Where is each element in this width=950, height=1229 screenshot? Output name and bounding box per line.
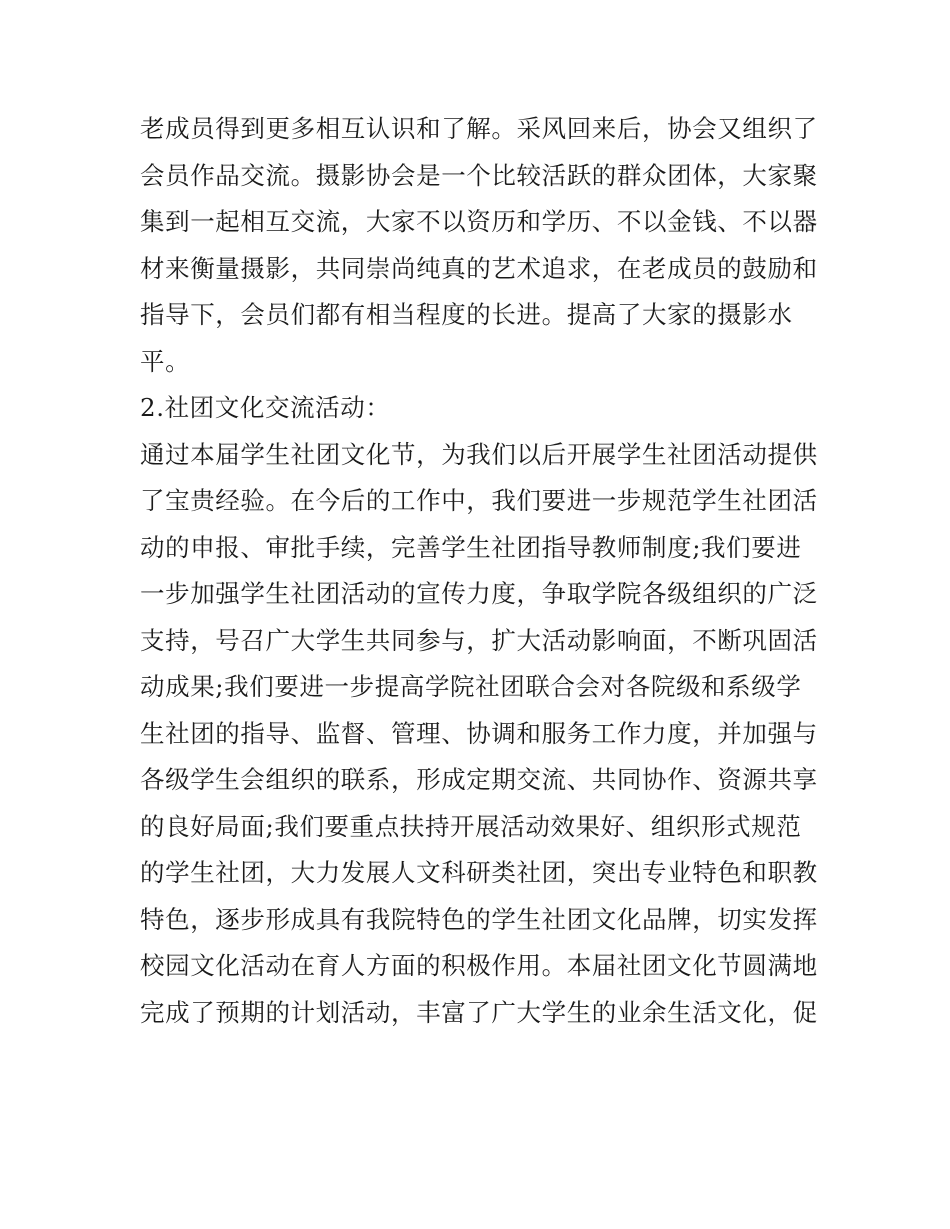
paragraph-line: 了宝贵经验。在今后的工作中，我们要进一步规范学生社团活: [140, 486, 818, 515]
section-heading: 2.社团文化交流活动：: [140, 393, 391, 422]
paragraph-line: 校园文化活动在育人方面的积极作用。本届社团文化节圆满地: [140, 951, 818, 980]
paragraph-line: 会员作品交流。摄影协会是一个比较活跃的群众团体，大家聚: [140, 160, 818, 190]
paragraph-line: 平。: [140, 346, 191, 376]
paragraph-line: 动的申报、审批手续，完善学生社团指导教师制度;我们要进: [140, 532, 802, 562]
paragraph-line: 支持，号召广大学生共同参与，扩大活动影响面，不断巩固活: [140, 625, 818, 655]
paragraph-line: 指导下，会员们都有相当程度的长进。提高了大家的摄影水: [140, 300, 793, 329]
paragraph-line: 动成果;我们要进一步提高学院社团联合会对各院级和系级学: [140, 672, 802, 701]
paragraph-line: 集到一起相互交流，大家不以资历和学历、不以金钱、不以器: [140, 207, 818, 236]
paragraph-line: 特色，逐步形成具有我院特色的学生社团文化品牌，切实发挥: [140, 904, 818, 934]
paragraph-line: 老成员得到更多相互认识和了解。采风回来后，协会又组织了: [140, 114, 818, 143]
paragraph-line: 一步加强学生社团活动的宣传力度，争取学院各级组织的广泛: [140, 579, 818, 608]
paragraph-line: 各级学生会组织的联系，形成定期交流、共同协作、资源共享: [140, 765, 818, 794]
paragraph-line: 通过本届学生社团文化节，为我们以后开展学生社团活动提供: [140, 439, 818, 469]
paragraph-line: 的良好局面;我们要重点扶持开展活动效果好、组织形式规范: [140, 811, 802, 841]
document-body: [140, 106, 820, 1036]
paragraph-line: 的学生社团，大力发展人文科研类社团，突出专业特色和职教: [140, 858, 818, 887]
paragraph-line: 完成了预期的计划活动，丰富了广大学生的业余生活文化，促: [140, 997, 818, 1027]
paragraph-line: 生社团的指导、监督、管理、协调和服务工作力度，并加强与: [140, 718, 818, 748]
paragraph-line: 材来衡量摄影，共同崇尚纯真的艺术追求，在老成员的鼓励和: [140, 253, 818, 283]
